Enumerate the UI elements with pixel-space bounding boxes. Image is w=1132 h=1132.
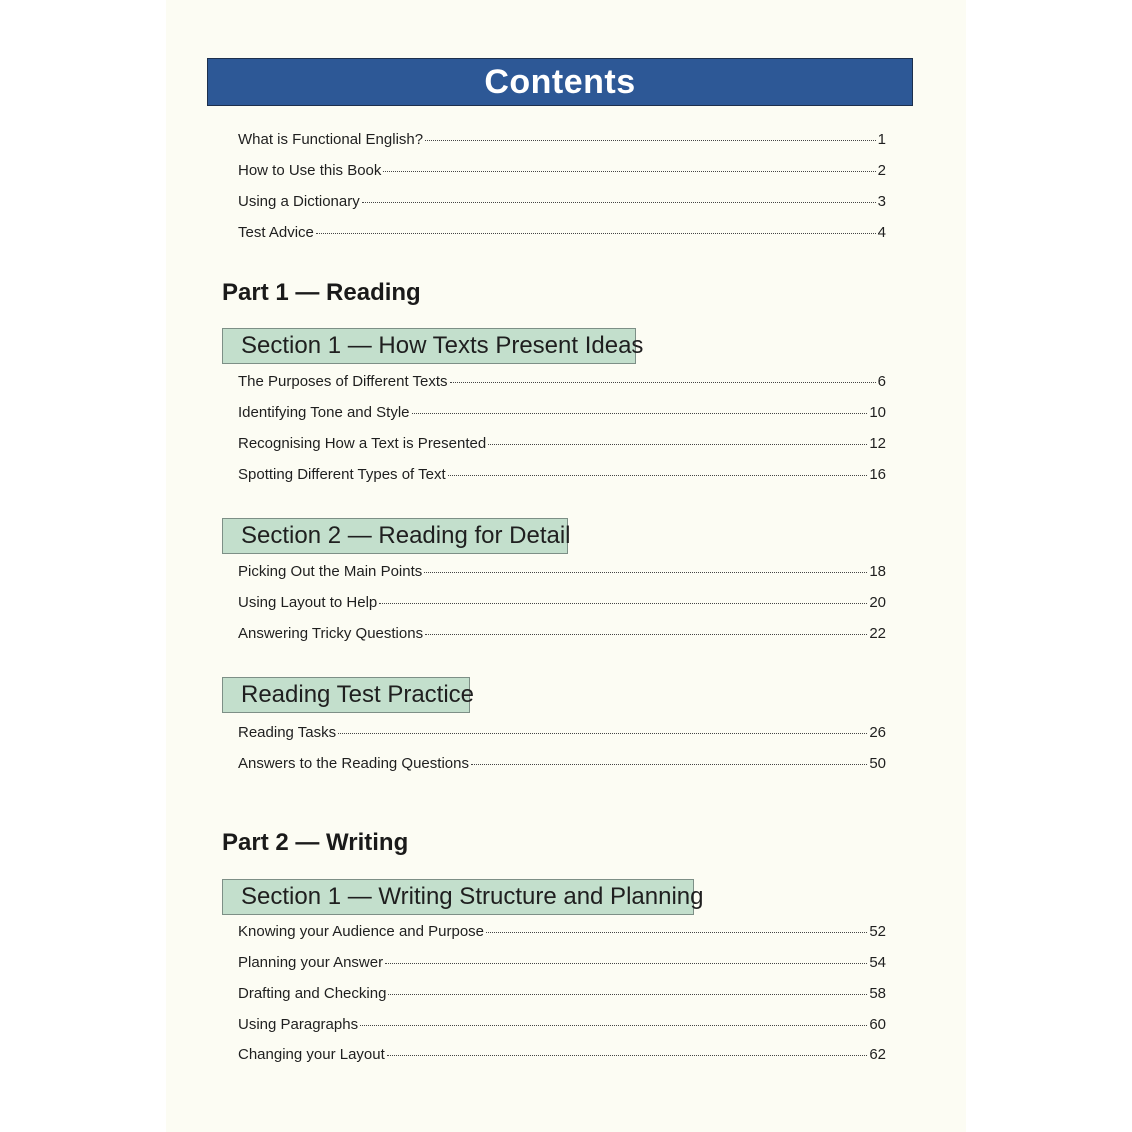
dot-leader [338,732,867,734]
toc-entry-label: Spotting Different Types of Text [238,466,446,483]
toc-entry[interactable] [238,625,886,649]
toc-entry-label: Reading Tasks [238,724,337,741]
dot-leader [425,633,867,635]
contents-page [166,0,966,1132]
dot-leader [425,139,876,141]
toc-entry-label: Answering Tricky Questions [238,625,424,642]
toc-entry-label: Using a Dictionary [238,193,360,210]
dot-leader [316,232,876,234]
toc-entry[interactable] [238,131,886,155]
toc-entry[interactable] [238,563,886,587]
toc-entry-page: 62 [869,1046,886,1063]
toc-entry[interactable] [238,404,886,428]
dot-leader [450,381,876,383]
toc-entry-page: 10 [869,404,886,421]
toc-entry-page: 3 [877,193,886,210]
toc-entry-label: The Purposes of Different Texts [238,373,448,390]
toc-entry-page: 22 [869,625,886,642]
toc-entry[interactable] [238,1046,886,1070]
toc-entry-page: 26 [869,724,886,741]
dot-leader [360,1024,867,1026]
dot-leader [471,763,867,765]
toc-entry-page: 4 [877,224,886,241]
dot-leader [362,201,876,203]
dot-leader [385,962,867,964]
toc-entry-label: Recognising How a Text is Presented [238,435,487,452]
toc-entry[interactable] [238,224,886,248]
toc-entry-page: 16 [869,466,886,483]
toc-entry-page: 1 [877,131,886,148]
toc-entry-page: 6 [877,373,886,390]
toc-entry-label: Changing your Layout [238,1046,385,1063]
toc-entry-label: Planning your Answer [238,954,384,971]
toc-entry-label: Answers to the Reading Questions [238,755,469,772]
dot-leader [383,170,875,172]
toc-entry-label: Picking Out the Main Points [238,563,423,580]
toc-entry-label: What is Functional English? [238,131,424,148]
toc-entry[interactable] [238,954,886,978]
dot-leader [387,1054,868,1056]
section-heading: Section 1 — How Texts Present Ideas [222,328,636,364]
toc-entry-page: 20 [869,594,886,611]
toc-entry-label: How to Use this Book [238,162,382,179]
section-heading: Section 2 — Reading for Detail [222,518,568,554]
toc-entry-label: Using Layout to Help [238,594,378,611]
toc-entry[interactable] [238,755,886,779]
toc-entry[interactable] [238,923,886,947]
toc-entry-label: Drafting and Checking [238,985,387,1002]
dot-leader [448,474,868,476]
toc-entry-page: 58 [869,985,886,1002]
toc-entry-label: Identifying Tone and Style [238,404,410,421]
toc-entry-page: 12 [869,435,886,452]
toc-entry-page: 54 [869,954,886,971]
toc-entry[interactable] [238,985,886,1009]
dot-leader [388,993,867,995]
dot-leader [424,571,867,573]
dot-leader [486,931,867,933]
page-title: Contents [484,62,636,101]
toc-entry[interactable] [238,435,886,459]
dot-leader [488,443,867,445]
toc-entry-page: 52 [869,923,886,940]
part-heading: Part 1 — Reading [222,279,421,306]
dot-leader [412,412,868,414]
part-heading: Part 2 — Writing [222,829,409,856]
toc-entry-page: 18 [869,563,886,580]
toc-entry-page: 50 [869,755,886,772]
toc-entry-label: Knowing your Audience and Purpose [238,923,485,940]
toc-entry[interactable] [238,466,886,490]
section-heading: Section 1 — Writing Structure and Planning [222,879,694,915]
toc-entry[interactable] [238,162,886,186]
toc-entry[interactable] [238,1016,886,1040]
toc-entry-page: 60 [869,1016,886,1033]
toc-entry[interactable] [238,193,886,217]
toc-entry[interactable] [238,594,886,618]
dot-leader [379,602,867,604]
section-heading: Reading Test Practice [222,677,470,713]
toc-entry[interactable] [238,373,886,397]
toc-entry[interactable] [238,724,886,748]
toc-entry-label: Using Paragraphs [238,1016,359,1033]
toc-entry-page: 2 [877,162,886,179]
toc-entry-label: Test Advice [238,224,314,241]
contents-title-bar [207,58,913,106]
